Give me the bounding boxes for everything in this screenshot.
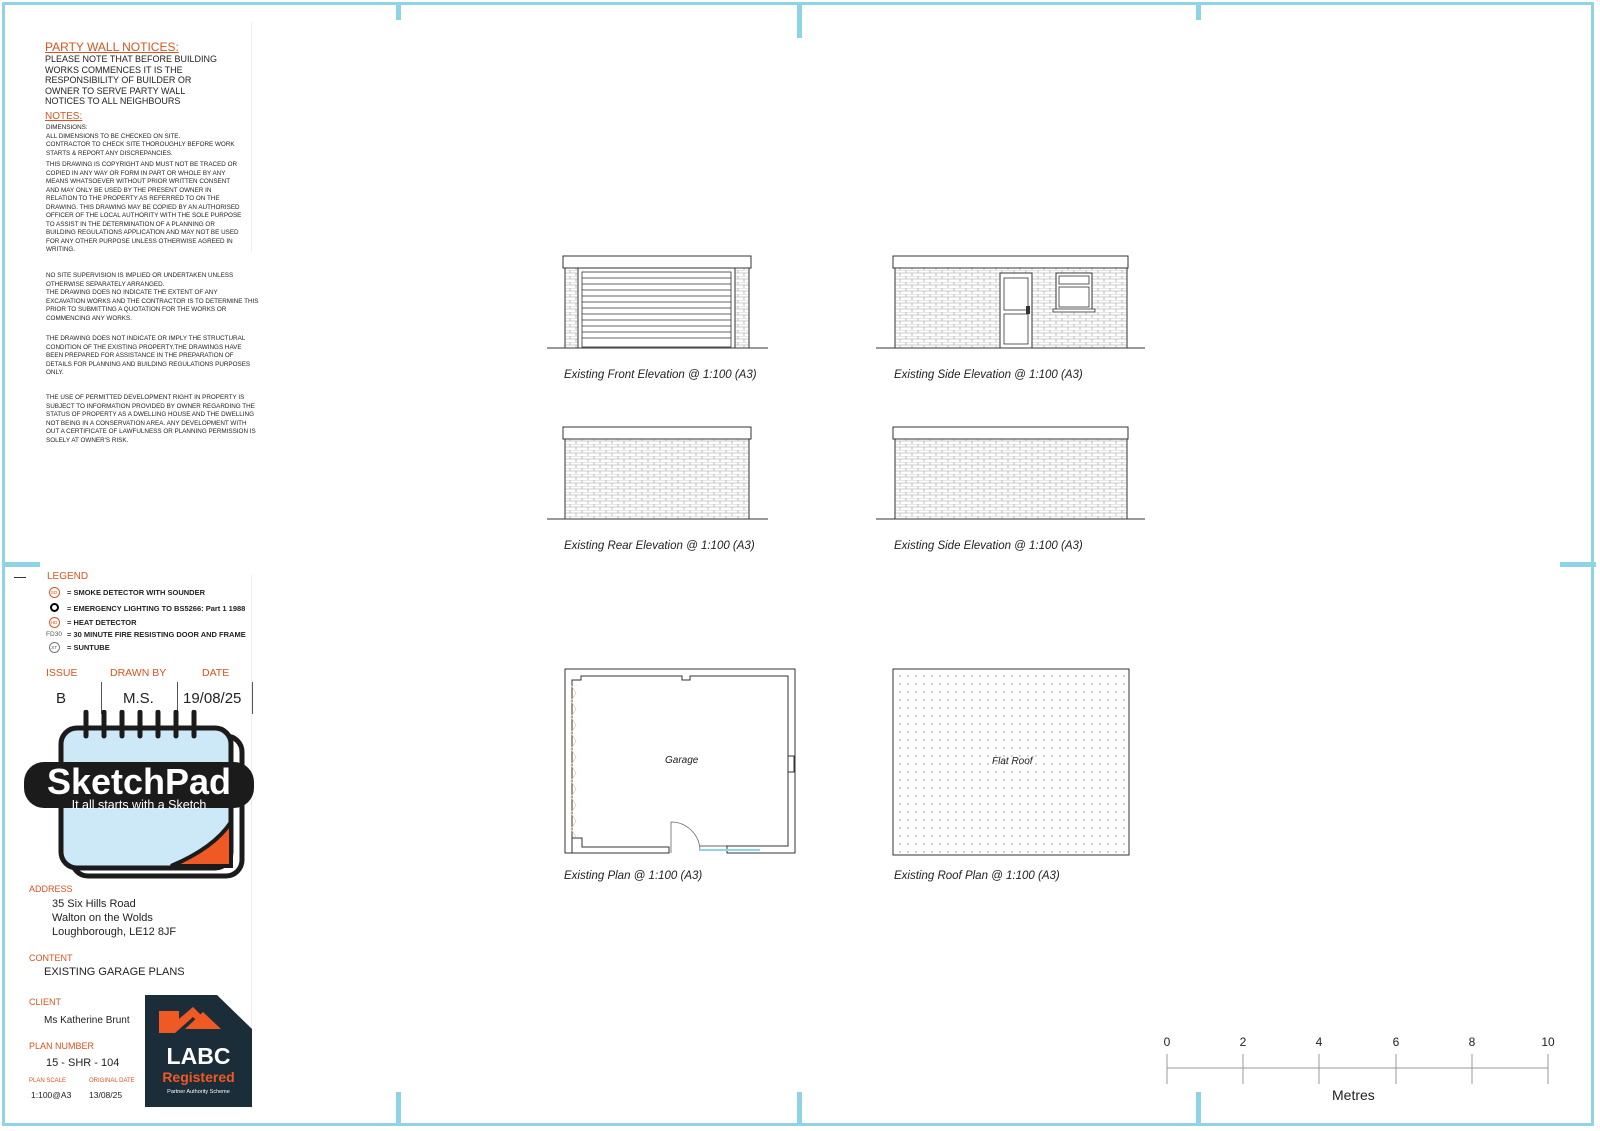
scale-label-10: 10 [1541,1035,1555,1049]
party-wall-text: PLEASE NOTE THAT BEFORE BUILDING WORKS COMMENCES IT IS THE RESPONSIBILITY OF BUILDER OR OWNER TO SERVE PARTY WALL NOTICES TO ALL NEIGHBOURS [45,54,218,107]
plan-scale-value: 1:100@A3 [31,1090,72,1100]
notes-permitted-development: THE USE OF PERMITTED DEVELOPMENT RIGHT IN PROPERTY IS SUBJECT TO INFORMATION PROVIDED BY OWNER REGARDING THE STATUS OF PROPERTY AS A DWELLING HOUSE AND THE DWELLING NOT BEING IN A CONSERVATION AREA. ANY DEVELOPMENT WITH OUT A CERTIFICATE OF LAWFULNESS OR PLANNING PERMISSION IS SOLELY AT OWNER'S RISK. [46,394,256,444]
side-elevation-with-door [876,256,1145,348]
logo-wordmark: SketchPad [46,761,232,802]
suntube-icon: ST [45,642,63,653]
front-elevation [547,256,768,348]
address-line-1: 35 Six Hills Road [52,898,136,910]
garage-door [578,268,735,348]
address-line-2: Walton on the Wolds [52,912,153,924]
scale-bar [1167,1054,1548,1084]
legend-item-suntube: ST = SUNTUBE [45,642,110,653]
date-header: DATE [202,667,230,679]
logo-tagline: It all starts with a Sketch [71,798,207,812]
side-window [1053,273,1095,312]
content-value: EXISTING GARAGE PLANS [44,966,185,978]
date-value: 19/08/25 [183,690,242,707]
notes-supervision: NO SITE SUPERVISION IS IMPLIED OR UNDERTAKEN UNLESS OTHERWISE SEPARATELY ARRANGED. THE DRAWING DOES NO INDICATE THE EXTENT OF ANY EXCAVATION WORKS AND THE CONTRACTOR IS TO DETERMINE THIS PRIOR TO SUBMITTING A QUOTATION FOR THE WORKS OR COMMENCING ANY WORKS. [46,272,259,322]
drawn-by-value: M.S. [123,690,154,707]
heat-detector-icon: HD [45,617,63,628]
original-date-value: 13/08/25 [89,1090,123,1100]
legend-item-emergency-lighting: = EMERGENCY LIGHTING TO BS5266: Part 1 1988 [45,603,245,614]
scale-label-2: 2 [1239,1035,1247,1049]
caption-rear-elevation: Existing Rear Elevation @ 1:100 (A3) [564,540,755,552]
garage-room-label: Garage [665,755,699,766]
legend-title: LEGEND [47,571,89,582]
side-door [1000,273,1032,348]
labc-scheme: Partner Authority Scheme [167,1089,230,1095]
scale-label-4: 4 [1315,1035,1323,1049]
client-label: CLIENT [29,997,62,1007]
caption-roof-plan: Existing Roof Plan @ 1:100 (A3) [894,870,1060,882]
scale-label-8: 8 [1468,1035,1476,1049]
legend-item-fire-door: FD30 = 30 MINUTE FIRE RESISTING DOOR AND FRAME [46,630,246,639]
party-wall-title: PARTY WALL NOTICES: [45,40,179,54]
side-elevation-blank [876,427,1145,519]
scale-unit: Metres [1332,1087,1375,1103]
caption-existing-plan: Existing Plan @ 1:100 (A3) [564,870,703,882]
labc-wordmark: LABC [166,1043,231,1069]
content-label: CONTENT [29,953,73,963]
issue-value: B [56,690,67,707]
labc-registered: Registered [162,1069,235,1085]
plan-number-value: 15 - SHR - 104 [46,1057,120,1069]
plan-scale-label: PLAN SCALE [29,1078,67,1084]
fire-door-icon: FD30 [46,631,62,638]
address-line-3: Loughborough, LE12 8JF [52,926,177,938]
address-label: ADDRESS [29,884,73,894]
caption-side-elevation-2: Existing Side Elevation @ 1:100 (A3) [894,540,1083,552]
notes-structural: THE DRAWING DOES NOT INDICATE OR IMPLY THE STRUCTURAL CONDITION OF THE EXISTING PROPERTY.THE DRAWINGS HAVE BEEN PREPARED FOR ASSISTANCE IN THE PREPARATION OF DETAILS FOR PLANNING AND BUILDING REGULATIONS PURPOSES ONLY. [46,335,251,376]
smoke-detector-icon: SD [45,587,63,598]
notes-dimensions: DIMENSIONS: ALL DIMENSIONS TO BE CHECKED ON SITE. CONTRACTOR TO CHECK SITE THOROUGHLY BEFORE WORK STARTS & REPORT ANY DISCREPANCIES. [46,124,235,157]
plan-number-label: PLAN NUMBER [29,1041,95,1051]
rear-elevation [547,427,768,519]
caption-front-elevation: Existing Front Elevation @ 1:100 (A3) [564,369,757,381]
scale-label-0: 0 [1163,1035,1171,1049]
notes-title: NOTES: [45,111,83,122]
issue-header: ISSUE [46,667,78,679]
client-value: Ms Katherine Brunt [44,1015,130,1026]
drawn-by-header: DRAWN BY [110,667,167,679]
legend-item-heat-detector: HD = HEAT DETECTOR [45,617,137,628]
caption-side-elevation-1: Existing Side Elevation @ 1:100 (A3) [894,369,1083,381]
scale-label-6: 6 [1392,1035,1400,1049]
legend-item-smoke-detector: SD = SMOKE DETECTOR WITH SOUNDER [45,587,205,598]
original-date-label: ORIGINAL DATE [89,1078,135,1084]
flat-roof-label: Flat Roof [992,756,1033,767]
notes-copyright: THIS DRAWING IS COPYRIGHT AND MUST NOT BE TRACED OR COPIED IN ANY WAY OR FORM IN PART OR WHOLE BY ANY MEANS WHATSOEVER WITHOUT PRIOR WRITTEN CONSENT AND MAY ONLY BE USED BY THE PRESENT OWNER IN RELATION TO THE PROPERTY AS REFERRED TO ON THE DRAWING. THIS DRAWING MAY BE COPIED BY AN AUTHORISED OFFICER OF THE LOCAL AUTHORITY WITH THE SOLE PURPOSE TO ASSIST IN THE DETERMINATION OF A PLANNING OR BUILDING REGULATIONS APPLICATION AND MAY NOT BE USED FOR ANY OTHER PURPOSE UNLESS OTHERWISE AGREED IN WRITING. [46,161,242,253]
